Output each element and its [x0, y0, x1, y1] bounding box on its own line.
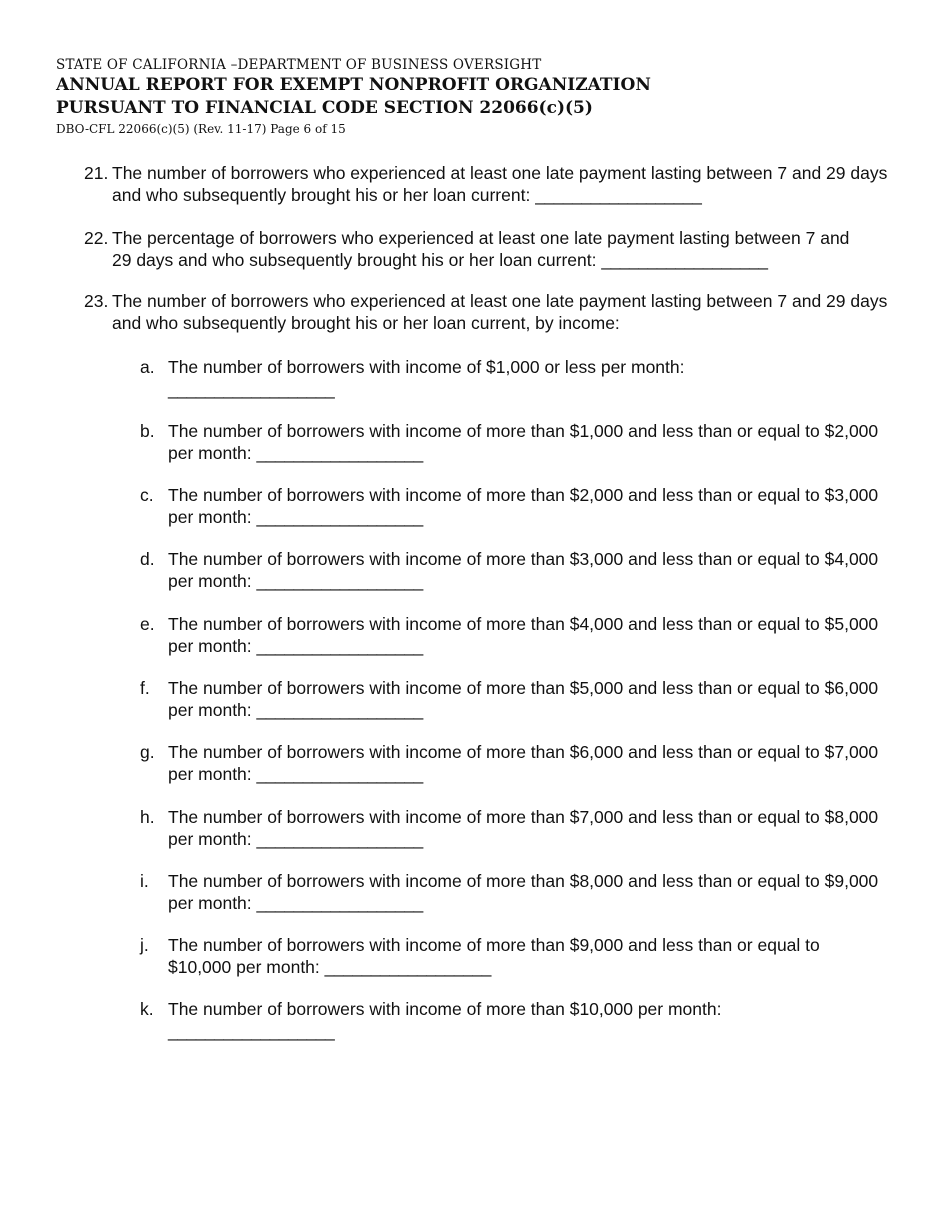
report-title-line-2: PURSUANT TO FINANCIAL CODE SECTION 22066(c)(5) [56, 98, 593, 118]
item-text: The number of borrowers with income of more than $10,000 per month: [168, 999, 722, 1019]
item-letter: i. [140, 871, 149, 891]
answer-blank-22[interactable]: __________________ [601, 249, 768, 270]
answer-blank-k[interactable]: __________________ [168, 1020, 335, 1041]
item-text: The number of borrowers with income of more than $5,000 and less than or equal to $6,000 per month: [168, 678, 879, 720]
report-title-line-1: ANNUAL REPORT FOR EXEMPT NONPROFIT ORGANIZATION [56, 75, 651, 95]
form-id-page-number: DBO-CFL 22066(c)(5) (Rev. 11-17) Page 6 of 15 [56, 122, 346, 136]
question-number: 21. [84, 163, 109, 183]
item-letter: a. [140, 357, 155, 377]
income-item-j [140, 935, 880, 978]
question-21 [84, 163, 904, 206]
item-letter: f. [140, 678, 150, 698]
item-text: The number of borrowers with income of more than $8,000 and less than or equal to $9,000 per month: [168, 871, 879, 913]
item-text: The number of borrowers with income of more than $2,000 and less than or equal to $3,000 per month: [168, 485, 879, 527]
item-letter: e. [140, 614, 155, 634]
answer-blank-f[interactable]: __________________ [256, 699, 423, 720]
answer-blank-c[interactable]: __________________ [256, 506, 423, 527]
income-item-b [140, 421, 880, 464]
answer-blank-i[interactable]: __________________ [256, 892, 423, 913]
item-letter: g. [140, 742, 155, 762]
item-letter: b. [140, 421, 155, 441]
income-item-h [140, 807, 880, 850]
income-item-e [140, 614, 880, 657]
item-letter: j. [140, 935, 149, 955]
agency-name: STATE OF CALIFORNIA –DEPARTMENT OF BUSINESS OVERSIGHT [56, 57, 542, 73]
answer-blank-g[interactable]: __________________ [256, 763, 423, 784]
item-letter: c. [140, 485, 154, 505]
answer-blank-h[interactable]: __________________ [256, 828, 423, 849]
item-letter: d. [140, 549, 155, 569]
answer-blank-j[interactable]: __________________ [324, 956, 491, 977]
question-22 [84, 228, 904, 271]
question-number: 23. [84, 291, 109, 311]
income-item-g [140, 742, 880, 785]
document-header [56, 56, 651, 138]
question-number: 22. [84, 228, 109, 248]
item-text: The number of borrowers with income of more than $9,000 and less than or equal to $10,000 per month: [168, 935, 820, 977]
answer-blank-a[interactable]: __________________ [168, 378, 335, 399]
item-text: The number of borrowers with income of more than $3,000 and less than or equal to $4,000 per month: [168, 549, 879, 591]
item-text: The number of borrowers with income of more than $4,000 and less than or equal to $5,000 per month: [168, 614, 879, 656]
answer-blank-e[interactable]: __________________ [256, 635, 423, 656]
item-text: The number of borrowers with income of $1,000 or less per month: [168, 357, 685, 377]
income-item-i [140, 871, 880, 914]
income-item-a [140, 357, 880, 400]
answer-blank-d[interactable]: __________________ [256, 570, 423, 591]
item-text: The number of borrowers with income of more than $6,000 and less than or equal to $7,000 per month: [168, 742, 879, 784]
item-text: The number of borrowers with income of more than $1,000 and less than or equal to $2,000 per month: [168, 421, 879, 463]
income-item-c [140, 485, 880, 528]
answer-blank-21[interactable]: __________________ [535, 184, 702, 205]
question-text: The percentage of borrowers who experienced at least one late payment lasting between 7 and 29 days and who subsequently brought his or her loan current: [112, 228, 850, 270]
item-letter: h. [140, 807, 155, 827]
question-text: The number of borrowers who experienced at least one late payment lasting between 7 and 29 days and who subsequently brought his or her loan current, by income: [112, 291, 888, 333]
item-letter: k. [140, 999, 154, 1019]
question-text: The number of borrowers who experienced at least one late payment lasting between 7 and 29 days and who subsequently brought his or her loan current: [112, 163, 888, 205]
answer-blank-b[interactable]: __________________ [256, 442, 423, 463]
income-item-d [140, 549, 880, 592]
income-item-f [140, 678, 880, 721]
question-23 [84, 291, 904, 334]
income-item-k [140, 999, 880, 1042]
item-text: The number of borrowers with income of more than $7,000 and less than or equal to $8,000 per month: [168, 807, 879, 849]
